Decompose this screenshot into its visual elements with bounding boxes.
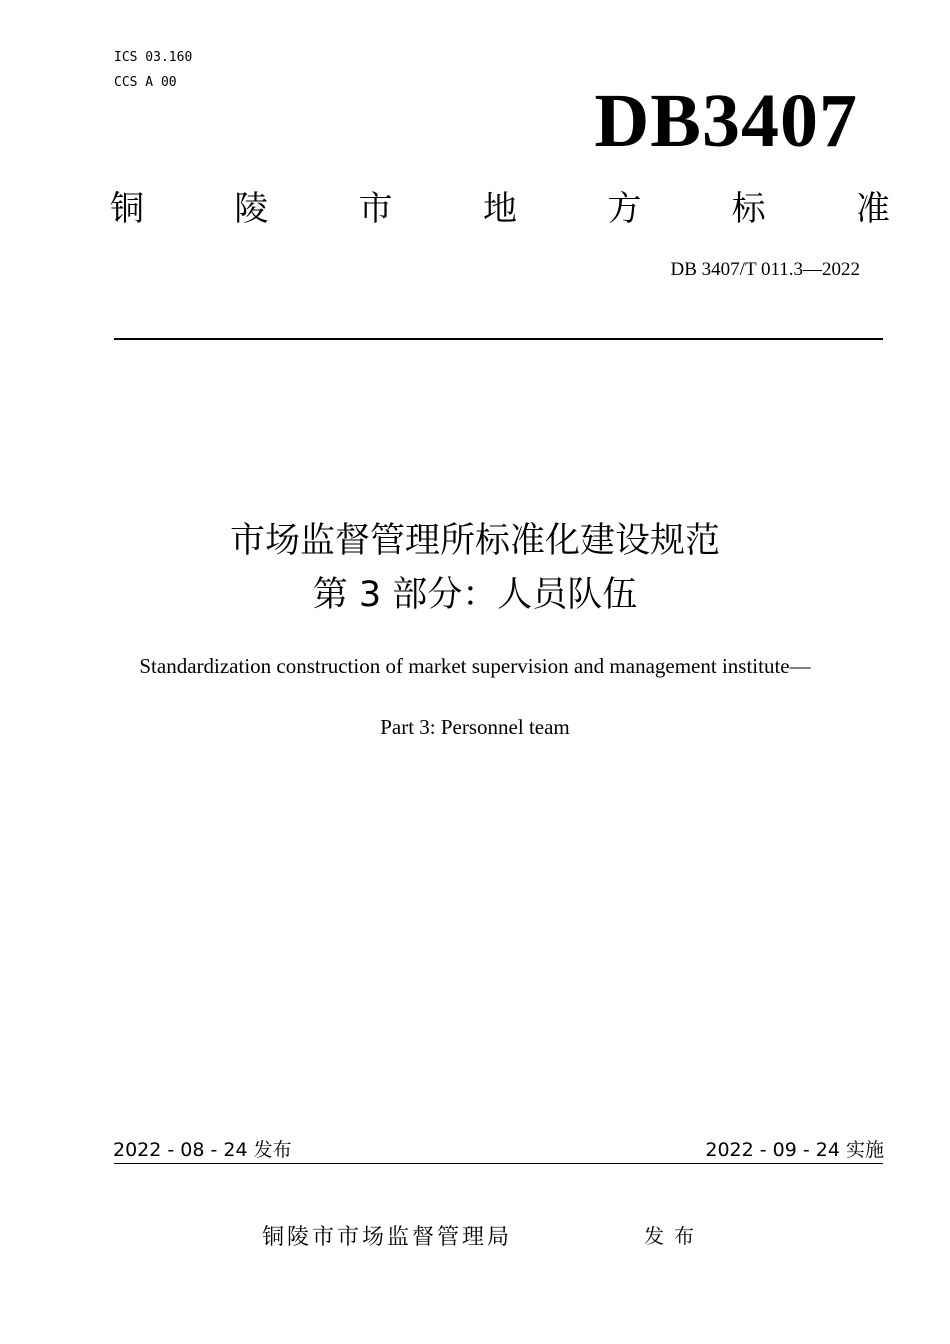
- standard-type-char: 准: [855, 189, 890, 229]
- ics-code: ICS 03.160: [114, 50, 193, 65]
- footer-divider: [114, 1163, 883, 1164]
- issue-date: 2022 - 08 - 24 发布: [113, 1139, 292, 1161]
- header-divider: [114, 338, 883, 340]
- standard-type-char: 标: [731, 189, 766, 229]
- publish-label: 发布: [644, 1224, 704, 1248]
- standard-type-char: 陵: [234, 189, 269, 229]
- ccs-code: CCS A 00: [114, 75, 177, 90]
- implementation-date: 2022 - 09 - 24 实施: [705, 1139, 884, 1161]
- title-en-part: Part 3: Personnel team: [380, 715, 570, 739]
- standard-type-char: 地: [482, 189, 517, 229]
- title-zh-main: 市场监督管理所标准化建设规范: [229, 521, 720, 561]
- standard-type-char: 方: [607, 189, 642, 229]
- standard-type-char: 市: [358, 189, 393, 229]
- publisher-name: 铜陵市市场监督管理局: [262, 1225, 513, 1250]
- standard-number: DB 3407/T 011.3—2022: [670, 259, 860, 280]
- title-zh-part: 第 3 部分：人员队伍: [312, 575, 638, 615]
- standard-type-char: 铜: [110, 189, 144, 229]
- title-en-main: Standardization construction of market supervision and management institute—: [139, 654, 811, 678]
- standard-type-heading: [110, 184, 890, 234]
- standard-code-logo: DB3407: [594, 79, 858, 163]
